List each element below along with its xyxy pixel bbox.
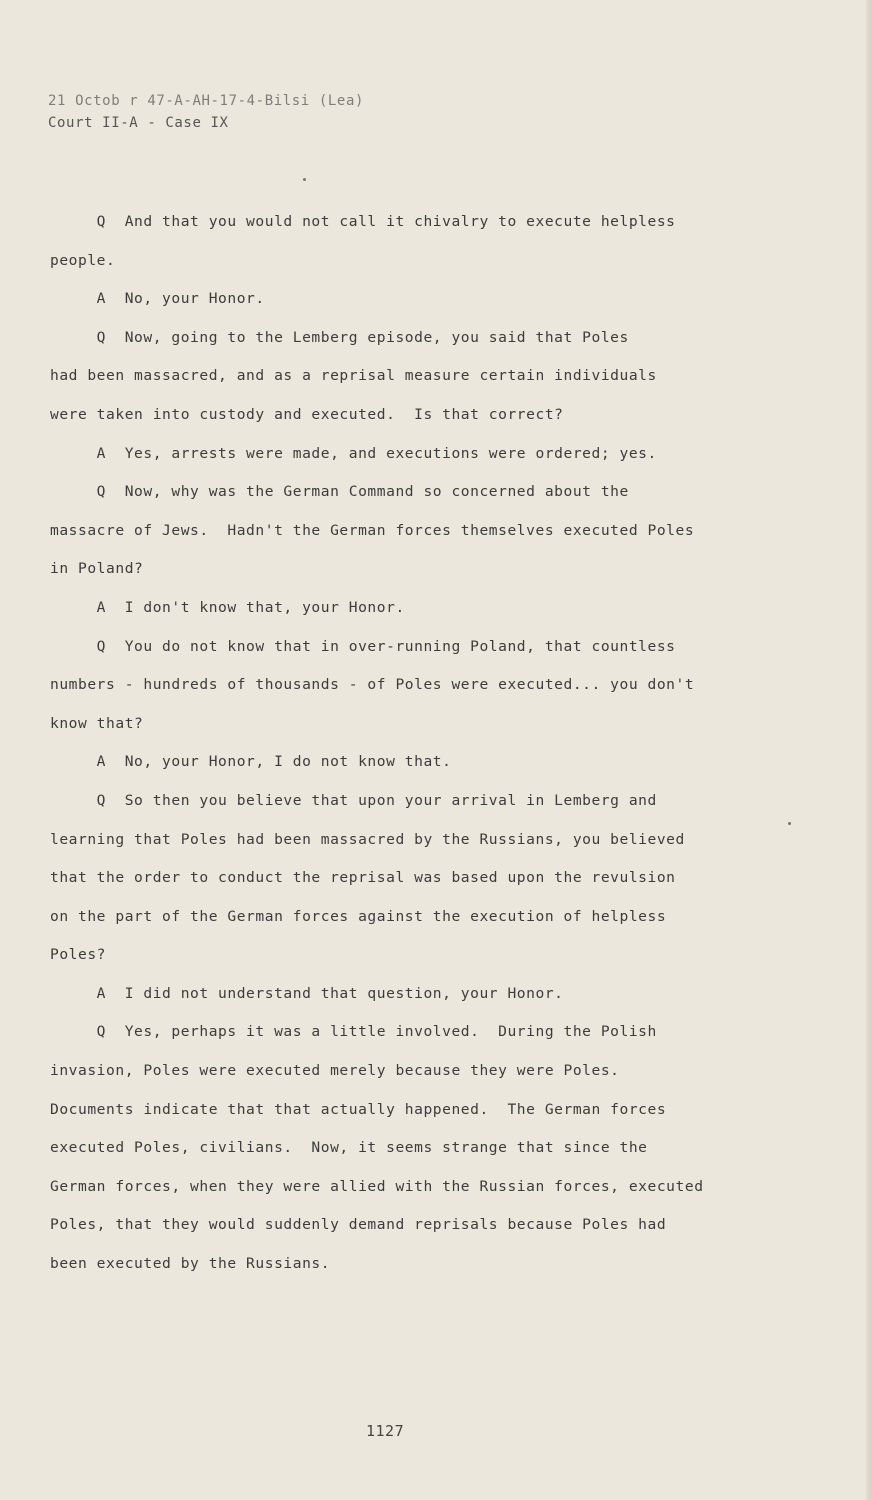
page-edge [866, 0, 872, 1500]
transcript-line: that the order to conduct the reprisal was based upon the revulsion [50, 869, 676, 887]
transcript-line: massacre of Jews. Hadn't the German forces themselves executed Poles [50, 521, 695, 539]
transcript-line: German forces, when they were allied with the Russian forces, executed [50, 1177, 704, 1195]
transcript-line: Poles? [50, 946, 107, 964]
transcript-line: A No, your Honor. [50, 290, 265, 308]
transcript-line: been executed by the Russians. [50, 1255, 331, 1273]
document-header [48, 90, 364, 134]
transcript-line: know that? [50, 714, 144, 732]
transcript-line: A I did not understand that question, your Honor. [50, 984, 564, 1002]
header-reference-line: 21 Octob r 47-A-AH-17-4-Bilsi (Lea) [48, 93, 365, 109]
transcript-line: executed Poles, civilians. Now, it seems strange that since the [50, 1139, 648, 1157]
transcript-line: Q Now, going to the Lemberg episode, you said that Poles [50, 328, 629, 346]
page-number: 1127 [366, 1422, 405, 1440]
transcript-line: invasion, Poles were executed merely because they were Poles. [50, 1062, 620, 1080]
transcript-line: numbers - hundreds of thousands - of Poles were executed... you don't [50, 676, 695, 694]
transcript-line: A No, your Honor, I do not know that. [50, 753, 452, 771]
transcript-line: had been massacred, and as a reprisal measure certain individuals [50, 367, 657, 385]
transcript-body [50, 203, 770, 1284]
stray-mark [788, 822, 791, 825]
transcript-line: Poles, that they would suddenly demand reprisals because Poles had [50, 1216, 667, 1234]
transcript-line: A I don't know that, your Honor. [50, 598, 405, 616]
transcript-line: Q So then you believe that upon your arrival in Lemberg and [50, 791, 657, 809]
transcript-line: Q Yes, perhaps it was a little involved. During the Polish [50, 1023, 657, 1041]
transcript-line: Q And that you would not call it chivalry to execute helpless [50, 213, 676, 230]
transcript-line: on the part of the German forces against the execution of helpless [50, 907, 667, 925]
stray-mark [303, 178, 306, 181]
transcript-line: in Poland? [50, 560, 144, 578]
transcript-line: were taken into custody and executed. Is that correct? [50, 405, 564, 423]
transcript-line: A Yes, arrests were made, and executions were ordered; yes. [50, 444, 657, 462]
transcript-line: Documents indicate that that actually happened. The German forces [50, 1100, 667, 1118]
transcript-line: learning that Poles had been massacred by the Russians, you believed [50, 830, 685, 848]
transcript-line: Q You do not know that in over-running Poland, that countless [50, 637, 676, 655]
transcript-line: people. [50, 251, 116, 269]
header-court-line: Court II-A - Case IX [48, 115, 229, 131]
transcript-line: Q Now, why was the German Command so concerned about the [50, 483, 629, 501]
